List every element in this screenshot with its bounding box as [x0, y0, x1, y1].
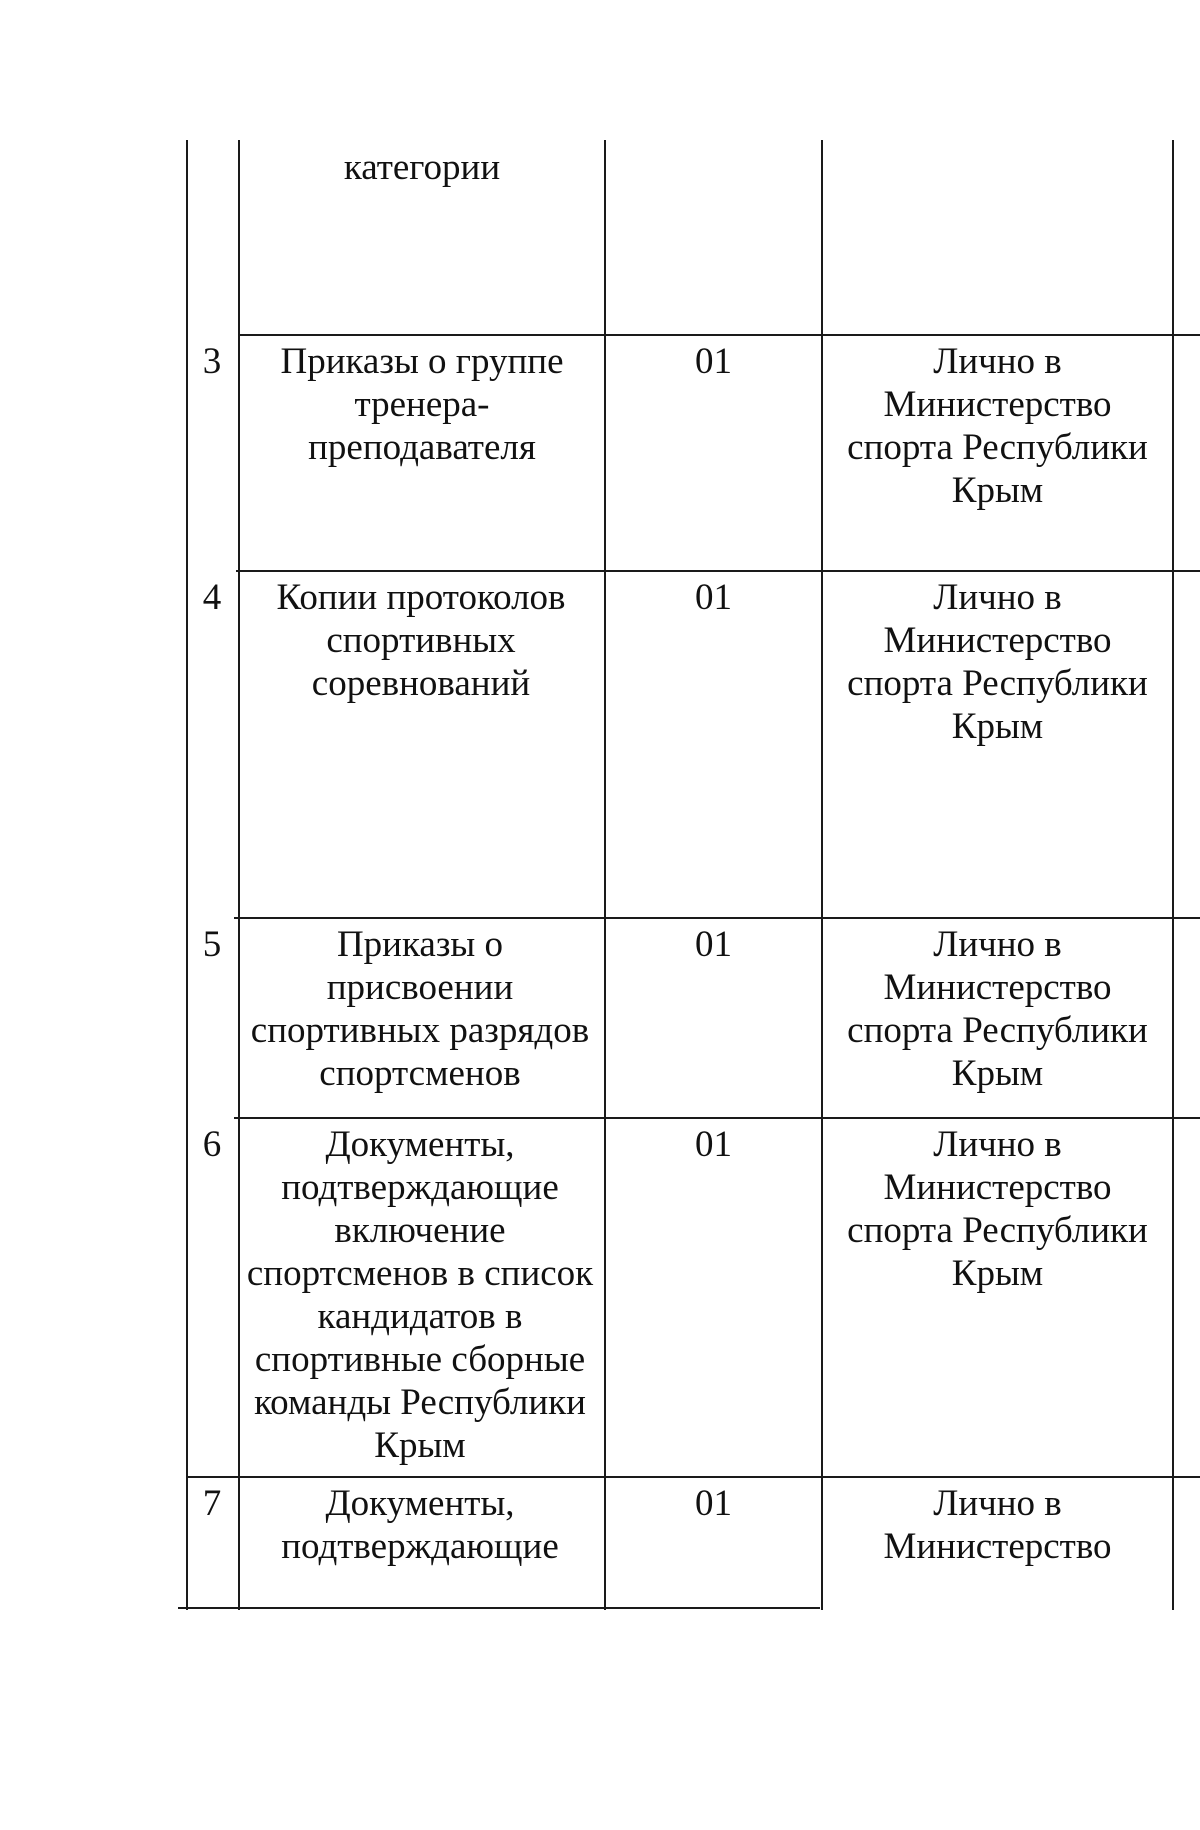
- code-cell: 01: [695, 1124, 732, 1165]
- row-number: 3: [202, 341, 222, 382]
- document-name-cell: Приказы о присвоении спортивных разрядов спортсменов: [250, 924, 590, 1094]
- submission-method-cell: Лично в Министерство спорта Республики Крым: [847, 341, 1148, 511]
- code-cell: 01: [695, 341, 732, 382]
- row-number: 4: [202, 577, 222, 618]
- row-divider-4: [234, 1117, 1200, 1119]
- code-cell: 01: [695, 924, 732, 965]
- document-name-cell: Копии протоколов спортивных соревнований: [276, 577, 566, 704]
- submission-method-cell: Лично в Министерство спорта Республики Крым: [847, 924, 1148, 1094]
- column-divider-4: [1172, 140, 1174, 1610]
- table-border-bottom: [178, 1607, 820, 1609]
- row-number: 6: [202, 1124, 222, 1165]
- document-name-cell: Документы, подтверждающие включение спортсменов в список кандидатов в спортивные сборные команды Республики Крым: [246, 1124, 594, 1466]
- document-name-cell: Документы, подтверждающие: [281, 1483, 559, 1567]
- row-number: 7: [202, 1483, 222, 1524]
- row-divider-5: [186, 1476, 1200, 1478]
- submission-method-cell: Лично в Министерство спорта Республики Крым: [847, 1124, 1148, 1294]
- code-cell: 01: [695, 577, 732, 618]
- submission-method-cell: Лично в Министерство спорта Республики Крым: [847, 577, 1148, 747]
- row-divider-2: [236, 570, 1200, 572]
- code-cell: 01: [695, 1483, 732, 1524]
- row-divider-1: [238, 334, 1200, 336]
- row-number: 5: [202, 924, 222, 965]
- document-name-cell: Приказы о группе тренера- преподавателя: [280, 341, 564, 468]
- row-divider-3: [234, 917, 1200, 919]
- document-name-cell: категории: [343, 147, 501, 188]
- submission-method-cell: Лично в Министерство: [883, 1483, 1112, 1567]
